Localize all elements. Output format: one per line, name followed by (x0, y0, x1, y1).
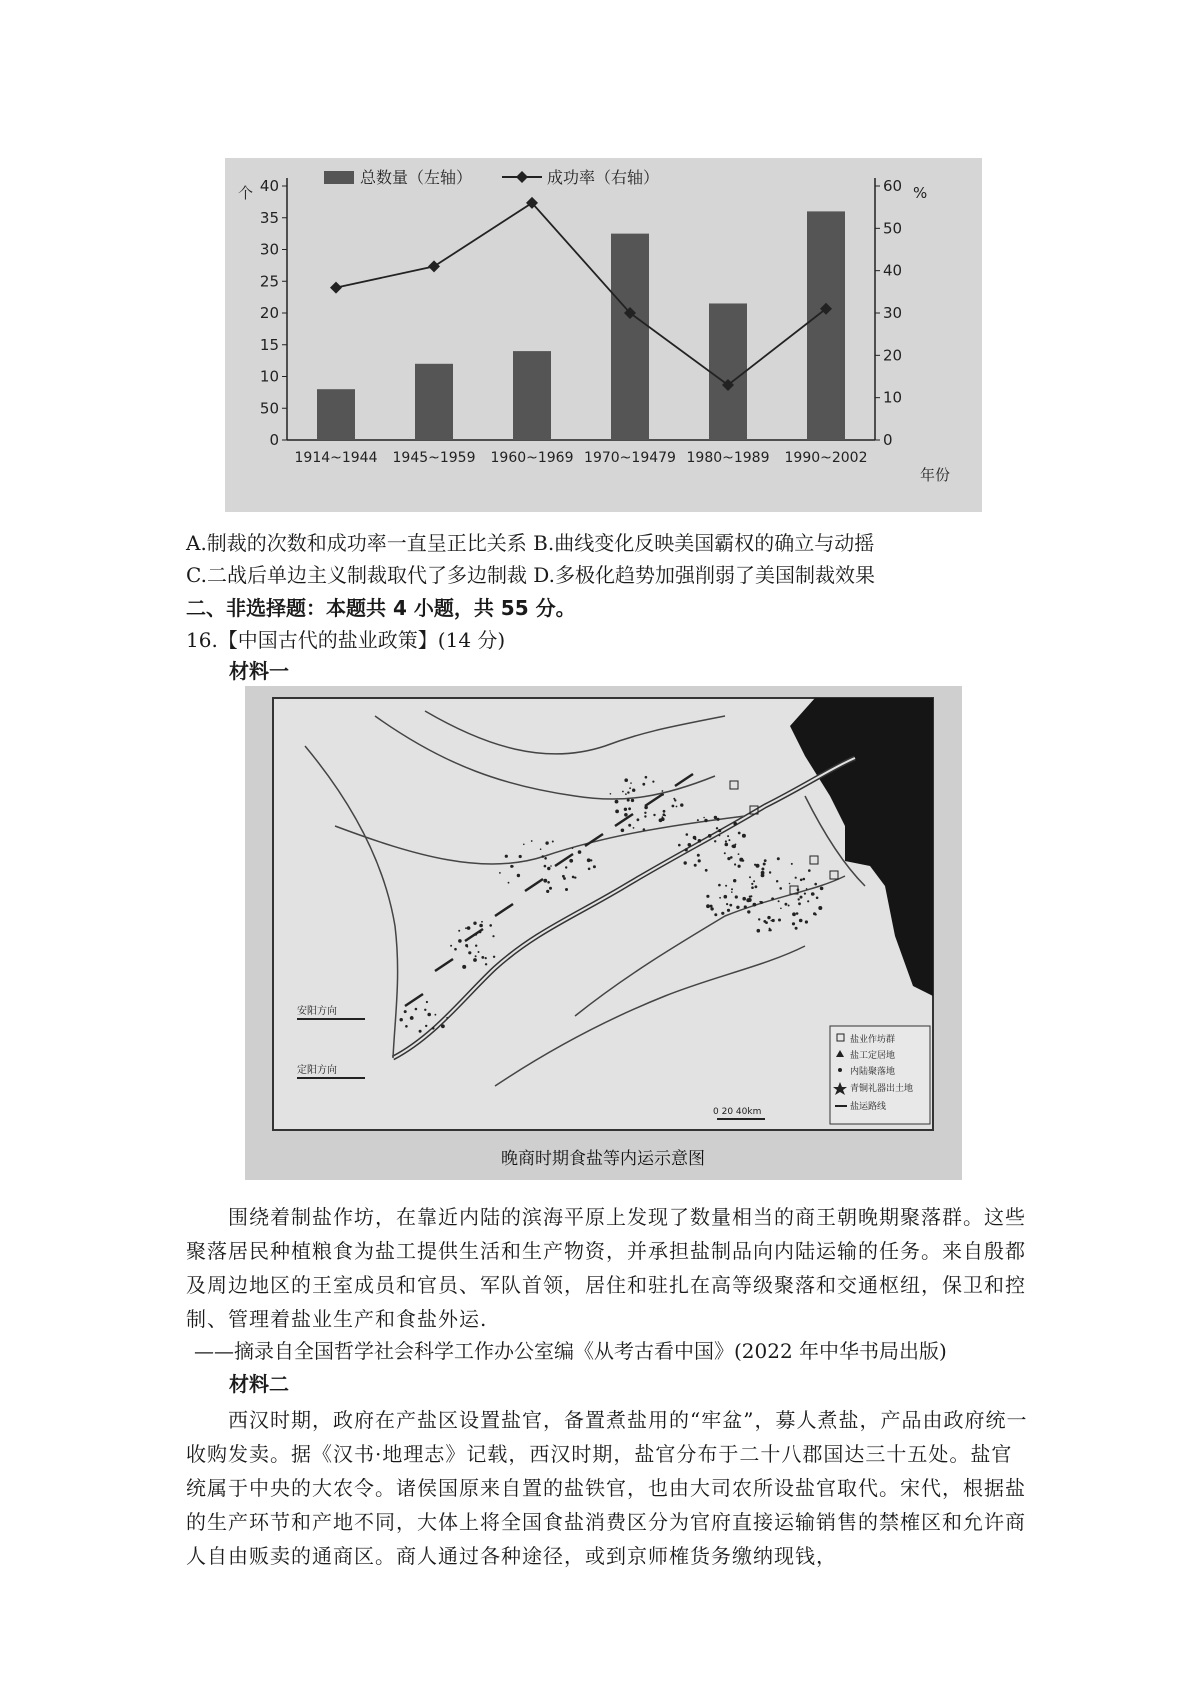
settlement-dot (593, 865, 596, 868)
settlement-dot (686, 833, 689, 836)
settlement-dot (718, 884, 721, 887)
scale-label: 0 20 40km (713, 1107, 762, 1117)
settlement-dot (777, 857, 780, 860)
settlement-dot (629, 787, 631, 789)
settlement-dot (425, 1025, 427, 1027)
material-2-label: 材料二 (229, 1372, 289, 1396)
settlement-dot (697, 819, 699, 821)
settlement-dot (458, 939, 462, 943)
settlement-dot (800, 879, 803, 882)
settlement-dot (706, 904, 710, 908)
legend-item-2: 盐工定居地 (850, 1051, 896, 1061)
settlement-dot (799, 919, 803, 923)
settlement-dot (478, 951, 480, 953)
settlement-dot (694, 864, 697, 867)
settlement-dot (510, 865, 513, 868)
settlement-dot (405, 1025, 408, 1028)
success-rate-line (336, 203, 826, 385)
settlement-dot (565, 866, 567, 868)
settlement-dot (499, 872, 501, 874)
settlement-dot (725, 840, 727, 842)
settlement-dot (446, 1017, 448, 1019)
settlement-dot (761, 868, 764, 871)
settlement-dot (684, 861, 687, 864)
legend-item-3: 内陆聚落地 (850, 1067, 896, 1077)
settlement-dot (552, 841, 554, 843)
settlement-dot (544, 857, 547, 860)
settlement-dot (569, 859, 573, 863)
chart-canvas (225, 158, 982, 512)
settlement-dot (644, 812, 646, 814)
settlement-dot (759, 901, 761, 903)
settlement-dot (776, 880, 778, 882)
right-tick-label: 40 (883, 261, 903, 280)
left-tick-label: 40 (259, 177, 279, 195)
settlement-dot (735, 895, 738, 898)
map-caption: 晚商时期食盐等内运示意图 (501, 1149, 705, 1169)
settlement-dot (742, 834, 746, 838)
settlement-dot (721, 912, 724, 915)
settlement-dot (492, 935, 494, 937)
settlement-dot (644, 806, 648, 810)
settlement-dot (475, 933, 477, 935)
left-tick-label: 50 (259, 399, 279, 418)
settlement-dot (796, 912, 799, 915)
settlement-dot (728, 839, 730, 841)
material-2-paragraph: 西汉时期，政府在产盐区设置盐官，备置煮盐用的“牢盆”，募人煮盐，产品由政府统一收购发卖。据《汉书·地理志》记载，西汉时期，盐官分布于二十八郡国达三十五处。盐官统属于中央的大农令。诸侯国原来自置的盐铁官，也由大司农所设盐官取代。宋代，根据盐的生产环节和产地不同，大体上将全国食盐消费区分为官府直接运输销售的禁榷区和允许商人自由贩卖的通商区。商人通过各种途径，或到京师榷货务缴纳现钱， (186, 1408, 1028, 1568)
settlement-dot (678, 844, 681, 847)
settlement-dot (731, 891, 733, 893)
settlement-dot (574, 877, 576, 879)
x-tick-label: 1914~1944 (294, 450, 378, 466)
right-tick-label: 60 (883, 177, 903, 195)
settlement-dot (767, 916, 770, 919)
material-1-label: 材料一 (229, 659, 289, 683)
settlement-dot (789, 883, 791, 885)
settlement-dot (769, 929, 771, 931)
x-tick-label: 1945~1959 (392, 450, 476, 466)
settlement-dot (694, 838, 696, 840)
bar (317, 389, 355, 440)
settlement-dot (763, 920, 766, 923)
settlement-dot (479, 924, 483, 928)
settlement-dot (489, 924, 492, 927)
settlement-dot (531, 840, 533, 842)
settlement-dot (652, 781, 654, 783)
settlement-dot (698, 859, 701, 862)
settlement-dot (475, 955, 477, 957)
settlement-dot (779, 887, 782, 890)
x-tick-label: 1980~1989 (686, 450, 770, 466)
settlement-dot (751, 883, 753, 885)
settlement-dot (778, 919, 781, 922)
settlement-dot (815, 913, 817, 915)
settlement-dot (727, 835, 729, 837)
chart-legend (324, 168, 659, 187)
settlement-dot (673, 798, 675, 800)
settlement-dot (441, 1024, 445, 1028)
left-tick-label: 35 (259, 208, 279, 227)
settlement-dot (732, 844, 736, 848)
settlement-dot (716, 827, 718, 829)
settlement-dot (662, 794, 664, 796)
settlement-dot (517, 874, 520, 877)
settlement-dot (542, 855, 545, 858)
settlement-dot (818, 906, 822, 910)
settlement-dot (621, 829, 625, 833)
section-2-heading: 二、非选择题：本题共 4 小题，共 55 分。 (186, 596, 576, 620)
legend-line-label: 成功率（右轴） (547, 168, 660, 187)
settlement-dot (755, 885, 758, 888)
settlement-dot (703, 817, 705, 819)
x-tick-label: 1990~2002 (784, 450, 868, 466)
settlement-dot (725, 843, 729, 847)
settlement-dot (761, 871, 765, 875)
chart-bars (317, 211, 845, 440)
settlement-dot (805, 920, 808, 923)
settlement-dot (631, 799, 634, 802)
settlement-dot (816, 897, 819, 900)
settlement-dot (716, 818, 719, 821)
chart-axes (260, 177, 902, 466)
settlement-dot (803, 878, 806, 881)
settlement-dot (624, 813, 628, 817)
settlement-dot (479, 931, 482, 934)
settlement-dot (481, 921, 483, 923)
settlement-dot (473, 958, 477, 962)
settlement-dot (688, 843, 692, 847)
bar (709, 303, 747, 440)
settlement-dot (727, 909, 730, 912)
bar (611, 234, 649, 440)
route-label-dingyang: 定阳方向 (297, 1065, 337, 1076)
sanctions-chart (225, 158, 982, 512)
settlement-dot (508, 882, 510, 884)
settlement-dot (622, 791, 624, 793)
settlement-dot (481, 956, 484, 959)
settlement-dot (747, 910, 750, 913)
settlement-dot (800, 896, 803, 899)
settlement-dot (710, 905, 713, 908)
settlement-dot (685, 848, 688, 851)
right-tick-label: 50 (883, 219, 903, 238)
left-tick-label: 0 (269, 431, 279, 449)
bar (415, 364, 453, 440)
settlement-dot (540, 848, 542, 850)
bar (513, 351, 551, 440)
settlement-dot (547, 867, 550, 870)
settlement-dot (628, 807, 631, 810)
settlement-dot (545, 841, 548, 844)
question-16-title: 16.【中国古代的盐业政策】(14 分) (186, 628, 506, 652)
settlement-dot (415, 1008, 418, 1011)
settlement-dot (771, 897, 774, 900)
settlement-dot (633, 827, 635, 829)
settlement-dot (565, 888, 568, 891)
settlement-dot (549, 887, 552, 890)
settlement-dot (643, 828, 646, 831)
settlement-dot (642, 783, 645, 786)
settlement-dot (426, 1001, 428, 1003)
settlement-dot (729, 904, 732, 907)
settlement-dot (462, 965, 466, 969)
settlement-dot (588, 868, 591, 871)
settlement-dot (610, 793, 612, 795)
settlement-dot (749, 876, 751, 878)
line-point (428, 260, 440, 272)
settlement-dot (792, 922, 795, 925)
settlement-dot (813, 893, 815, 895)
settlement-dot (404, 1010, 407, 1013)
settlement-dot (808, 869, 811, 872)
settlement-dot (630, 782, 632, 784)
settlement-dot (749, 896, 751, 898)
settlement-dot (546, 890, 549, 893)
settlement-dot (714, 840, 716, 842)
settlement-dot (644, 815, 646, 817)
settlement-dot (704, 819, 707, 822)
salt-transport-map (245, 686, 962, 1180)
left-axis-unit: 个 (238, 184, 254, 202)
settlement-dot (764, 859, 767, 862)
legend-item-4: 青铜礼器出土地 (850, 1084, 914, 1094)
settlement-dot (625, 793, 627, 795)
right-axis-unit: % (913, 184, 928, 202)
settlement-dot (662, 816, 664, 818)
settlement-dot (806, 888, 808, 890)
settlement-dot (653, 814, 655, 816)
settlement-dot (465, 927, 467, 929)
options-line-2: C.二战后单边主义制裁取代了多边制裁 D.多极化趋势加强削弱了美国制裁效果 (186, 563, 875, 587)
settlement-dot (753, 903, 757, 907)
settlement-dot (738, 853, 740, 855)
settlement-dot (615, 800, 619, 804)
left-tick-label: 20 (259, 304, 279, 322)
settlement-dot (676, 806, 678, 808)
settlement-dot (485, 963, 487, 965)
map-canvas (245, 686, 962, 1180)
legend-bar-swatch (324, 171, 354, 184)
settlement-dot (473, 922, 476, 925)
settlement-dot (738, 865, 741, 868)
settlement-dot (659, 818, 663, 822)
settlement-dot (791, 863, 793, 865)
settlement-dot (697, 854, 700, 857)
settlement-dot (734, 863, 736, 865)
settlement-dot (736, 906, 739, 909)
settlement-dot (519, 855, 522, 858)
settlement-dot (708, 834, 712, 838)
settlement-dot (742, 860, 744, 862)
settlement-dot (733, 822, 737, 826)
settlement-dot (742, 897, 746, 901)
settlement-dot (757, 929, 761, 933)
settlement-dot (705, 869, 708, 872)
settlement-dot (485, 957, 487, 959)
settlement-dot (738, 832, 741, 835)
right-tick-label: 0 (883, 431, 893, 449)
settlement-dot (637, 818, 640, 821)
settlement-dot (572, 847, 574, 849)
settlement-dot (769, 871, 771, 873)
settlement-dot (505, 855, 508, 858)
options-line-1: A.制裁的次数和成功率一直呈正比关系 B.曲线变化反映美国霸权的确立与动摇 (186, 531, 875, 555)
settlement-dot (785, 903, 788, 906)
line-point (330, 282, 342, 294)
settlement-dot (718, 829, 721, 832)
settlement-dot (733, 879, 736, 882)
settlement-dot (795, 877, 797, 879)
settlement-dot (798, 902, 801, 905)
settlement-dot (543, 879, 547, 883)
settlement-dot (753, 880, 755, 882)
settlement-dot (424, 1009, 426, 1011)
settlement-dot (788, 905, 790, 907)
settlement-dot (724, 895, 728, 899)
settlement-dot (400, 1018, 403, 1021)
settlement-dot (820, 887, 824, 891)
settlement-dot (792, 912, 796, 916)
settlement-dot (748, 898, 752, 902)
legend-line-marker (516, 171, 528, 183)
settlement-dot (624, 778, 628, 782)
settlement-dot (663, 810, 666, 813)
settlement-dot (544, 865, 547, 868)
route-label-anyang: 安阳方向 (297, 1006, 337, 1017)
settlement-dot (411, 1016, 413, 1018)
settlement-dot (672, 805, 675, 808)
settlement-dot (714, 913, 717, 916)
legend-item-1: 盐业作坊群 (850, 1035, 896, 1045)
settlement-dot (706, 895, 709, 898)
settlement-dot (807, 900, 809, 902)
settlement-dot (466, 946, 468, 948)
settlement-dot (724, 852, 726, 854)
bar (807, 211, 845, 440)
settlement-dot (719, 897, 721, 899)
settlement-dot (798, 898, 800, 900)
settlement-dot (726, 903, 728, 905)
settlement-dot (763, 863, 766, 866)
left-tick-label: 10 (259, 367, 279, 386)
settlement-dot (427, 1013, 431, 1017)
right-tick-label: 30 (883, 304, 903, 322)
settlement-dot (645, 776, 648, 779)
legend-settlement-icon (838, 1068, 842, 1072)
settlement-dot (458, 930, 460, 932)
settlement-dot (710, 907, 713, 910)
right-tick-label: 10 (883, 388, 903, 407)
settlement-dot (467, 926, 471, 930)
right-tick-label: 20 (883, 346, 903, 365)
x-tick-label: 1960~1969 (490, 450, 574, 466)
settlement-dot (756, 864, 760, 868)
settlement-dot (628, 824, 631, 827)
settlement-dot (627, 799, 630, 802)
settlement-dot (587, 858, 591, 862)
settlement-dot (624, 808, 627, 811)
legend-item-5: 盐运路线 (850, 1102, 887, 1112)
settlement-dot (432, 1027, 435, 1030)
settlement-dot (547, 881, 550, 884)
settlement-dot (719, 835, 721, 837)
settlement-dot (744, 905, 747, 908)
settlement-dot (698, 839, 702, 843)
settlement-dot (680, 803, 683, 806)
settlement-dot (450, 945, 452, 947)
material-1-paragraph: 围绕着制盐作坊，在靠近内陆的滨海平原上发现了数量相当的商王朝晚期聚落群。这些聚落居民种植粮食为盐工提供生活和生产物资，并承担盐制品向内陆运输的任务。来自殷都及周边地区的王室成员和官员、军队首领，居住和驻扎在高等级聚落和交通枢纽，保卫和控制、管理着盐业生产和食盐外运. (186, 1205, 1026, 1331)
settlement-dot (725, 885, 727, 887)
settlement-dot (731, 888, 733, 890)
left-tick-label: 30 (259, 240, 279, 259)
settlement-dot (419, 1030, 422, 1033)
settlement-dot (814, 883, 817, 886)
settlement-dot (454, 948, 457, 951)
settlement-dot (550, 865, 552, 867)
settlement-dot (662, 790, 664, 792)
settlement-dot (632, 789, 635, 792)
settlement-dot (590, 859, 592, 861)
map-legend (830, 1026, 930, 1124)
material-1-source: ——摘录自全国哲学社会科学工作办公室编《从考古看中国》(2022 年中华书局出版) (194, 1339, 947, 1363)
left-tick-label: 25 (259, 272, 279, 291)
settlement-dot (475, 945, 477, 947)
settlement-dot (493, 956, 495, 958)
settlement-dot (778, 900, 780, 902)
settlement-dot (804, 893, 806, 895)
settlement-dot (468, 951, 471, 954)
settlement-dot (615, 810, 619, 814)
settlement-dot (563, 877, 566, 880)
settlement-dot (578, 850, 582, 854)
settlement-dot (751, 886, 754, 889)
legend-bar-label: 总数量（左轴） (360, 168, 473, 187)
settlement-dot (758, 918, 760, 920)
x-axis-unit: 年份 (920, 466, 951, 484)
left-tick-label: 15 (259, 335, 279, 354)
x-tick-label: 1970~19479 (584, 450, 676, 466)
chart-line-series (330, 197, 832, 391)
settlement-dot (627, 791, 629, 793)
settlement-dot (771, 920, 773, 922)
settlement-dot (727, 857, 730, 860)
settlement-dot (435, 1014, 437, 1016)
settlement-dot (780, 908, 782, 910)
settlement-dot (523, 844, 525, 846)
settlement-dot (664, 815, 666, 817)
settlement-dot (795, 927, 798, 930)
